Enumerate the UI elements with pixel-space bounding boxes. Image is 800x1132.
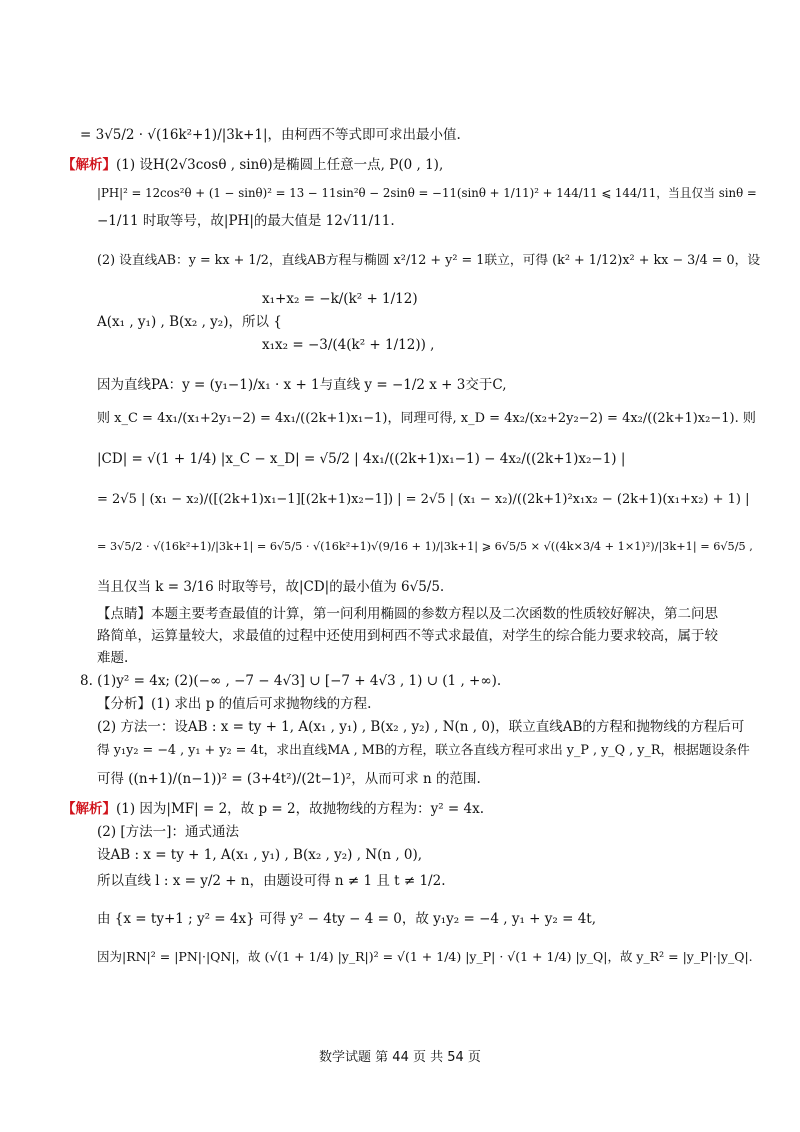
text-line: = 3√5/2 · √(16k²+1)/|3k+1|，由柯西不等式即可求出最小值. [80,127,461,143]
text-line: 得 y₁y₂ = −4 , y₁ + y₂ = 4t，求出直线MA , MB的方程，联立各直线方程可求出 y_P , y_Q , y_R，根据题设条件 [97,743,750,758]
text-line: 【分析】(1) 求出 p 的值后可求抛物线的方程. [97,696,372,712]
text-line: (2) [方法一]：通式通法 [97,824,239,840]
text-line: −1/11 时取等号，故|PH|的最大值是 12√11/11. [97,213,395,229]
text-line: x₁+x₂ = −k/(k² + 1/12) [262,291,418,307]
text-line: 【解析】(1) 设H(2√3cosθ , sinθ)是椭圆上任意一点, P(0 , 1), [62,157,444,173]
text-line: 因为直线PA：y = (y₁−1)/x₁ · x + 1与直线 y = −1/2 x + 3交于C, [97,377,507,393]
text-line: (2) 设直线AB：y = kx + 1/2，直线AB方程与椭圆 x²/12 + y² = 1联立，可得 (k² + 1/12)x² + kx − 3/4 = 0，设 [97,253,761,268]
text-line: 难题. [97,650,129,666]
text-line: = 2√5 | (x₁ − x₂)/([(2k+1)x₁−1][(2k+1)x₂−1]) | = 2√5 | (x₁ − x₂)/((2k+1)²x₁x₂ − (2k+1)(x₁+x₂) + 1) | [97,492,750,507]
text-line: 可得 ((n+1)/(n−1))² = (3+4t²)/(2t−1)²，从而可求 n 的范围. [97,771,481,787]
analysis-tag: 【解析】 [62,801,116,817]
text-line: |PH|² = 12cos²θ + (1 − sinθ)² = 13 − 11sin²θ − 2sinθ = −11(sinθ + 1/11)² + 144/11 ⩽ 144/11，当且仅当 sinθ = [97,186,757,200]
analysis-tag: 【解析】 [62,157,116,173]
text-line: 则 x_C = 4x₁/(x₁+2y₁−2) = 4x₁/((2k+1)x₁−1)，同理可得, x_D = 4x₂/(x₂+2y₂−2) = 4x₂/((2k+1)x₂−1). 则 [97,411,756,426]
text-line: 路简单，运算量较大，求最值的过程中还使用到柯西不等式求最值，对学生的综合能力要求较高，属于较 [97,628,718,644]
text-line: 当且仅当 k = 3/16 时取等号，故|CD|的最小值为 6√5/5. [97,579,445,595]
text-line: = 3√5/2 · √(16k²+1)/|3k+1| = 6√5/5 · √(16k²+1)√(9/16 + 1)/|3k+1| ⩾ 6√5/5 × √((4k×3/4 + 1×1)²)/|3k+1| = 6√5/5 , [97,540,753,553]
text-line: 【解析】(1) 因为|MF| = 2，故 p = 2，故抛物线的方程为：y² = 4x. [62,801,485,817]
text-line: (2) 方法一：设AB : x = ty + 1, A(x₁ , y₁) , B(x₂ , y₂) , N(n , 0)，联立直线AB的方程和抛物线的方程后可 [97,719,745,735]
text-line: 所以直线 l : x = y/2 + n，由题设可得 n ≠ 1 且 t ≠ 1/2. [97,873,446,889]
text-line: 由 {x = ty+1 ; y² = 4x} 可得 y² − 4ty − 4 = 0，故 y₁y₂ = −4 , y₁ + y₂ = 4t, [97,911,597,927]
text-line: 因为|RN|² = |PN|·|QN|，故 (√(1 + 1/4) |y_R|)² = √(1 + 1/4) |y_P| · √(1 + 1/4) |y_Q|，故 y_R² = |y_P|·|y_Q|. [97,949,753,964]
text-line: 设AB : x = ty + 1, A(x₁ , y₁) , B(x₂ , y₂) , N(n , 0), [97,847,423,863]
text-line: 8. (1)y² = 4x; (2)(−∞ , −7 − 4√3] ∪ [−7 + 4√3 , 1) ∪ (1 , +∞). [80,673,502,689]
text-line: |CD| = √(1 + 1/4) |x_C − x_D| = √5/2 | 4x₁/((2k+1)x₁−1) − 4x₂/((2k+1)x₂−1) | [97,451,626,467]
text-line: 【点睛】本题主要考查最值的计算，第一问利用椭圆的参数方程以及二次函数的性质较好解决，第二问思 [97,606,718,622]
text-line: x₁x₂ = −3/(4(k² + 1/12)) , [262,337,435,353]
page-footer: 数学试题 第 44 页 共 54 页 [319,1050,481,1065]
text-line: A(x₁ , y₁) , B(x₂ , y₂)，所以 { [97,314,282,330]
